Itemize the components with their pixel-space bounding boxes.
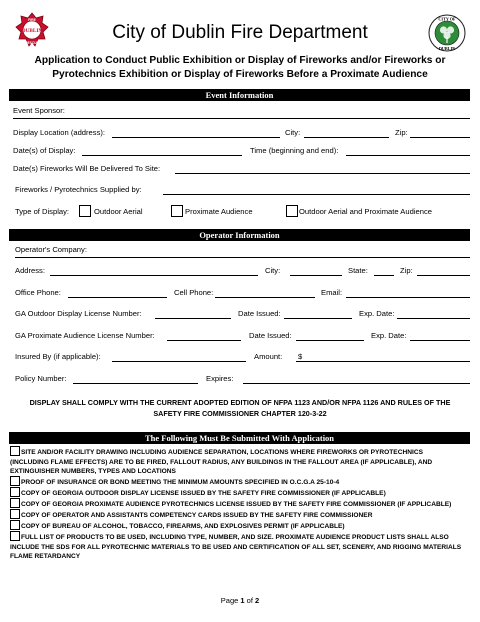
page-total: 2 <box>255 596 260 605</box>
fire-logo-main-text: DUBLIN <box>21 28 43 34</box>
outdoor-exp-date-field[interactable] <box>397 318 470 319</box>
aerial-and-proximate-option-label: Outdoor Aerial and Proximate Audience <box>299 207 432 216</box>
delivery-dates-label: Date(s) Fireworks Will Be Delivered To Site: <box>13 164 161 173</box>
requirement-item <box>10 531 462 562</box>
insured-by-label: Insured By (if applicable): <box>15 352 101 361</box>
fire-logo-bottom-text: RESCUE <box>25 41 39 45</box>
requirement-item <box>10 498 462 510</box>
operator-city-field[interactable] <box>290 275 342 276</box>
supplied-by-field[interactable] <box>163 194 470 195</box>
requirement-item <box>10 509 462 521</box>
requirement-text: COPY OF OPERATOR AND ASSISTANTS COMPETENCY CARDS ISSUED BY THE SAFETY FIRE COMMISSIONER <box>21 512 373 519</box>
requirement-item <box>10 446 462 477</box>
outdoor-date-issued-field[interactable] <box>284 318 352 319</box>
requirement-checkbox[interactable] <box>10 476 20 486</box>
ga-outdoor-license-field[interactable] <box>155 318 231 319</box>
requirement-checkbox[interactable] <box>10 531 20 541</box>
cell-phone-label: Cell Phone: <box>174 288 214 297</box>
page-number: 1 <box>240 596 245 605</box>
email-label: Email: <box>321 288 343 297</box>
requirement-checkbox[interactable] <box>10 520 20 530</box>
requirement-text: SITE AND/OR FACILITY DRAWING INCLUDING AUDIENCE SEPARATION, LOCATIONS WHERE FIREWORKS OR PYROTECHNICS (INCLUDING FLAME EFFECTS) ARE TO BE FIRED, FALLOUT RADIUS, ANY BUILDINGS IN THE FALLOUT AREA (IF APPLICABLE), AND EXTINGUISHER NUMBERS, TYPES AND LOCATIONS <box>10 449 433 475</box>
requirement-text: COPY OF GEORGIA OUTDOOR DISPLAY LICENSE ISSUED BY THE SAFETY FIRE COMMISSIONER (IF APPLICABLE) <box>21 490 386 497</box>
requirement-item <box>10 487 462 499</box>
operator-company-label: Operator's Company: <box>15 245 87 254</box>
event-zip-label: Zip: <box>395 128 408 137</box>
event-sponsor-field[interactable] <box>13 118 470 119</box>
policy-number-label: Policy Number: <box>15 374 67 383</box>
page-label: Page <box>220 596 239 605</box>
operator-city-label: City: <box>265 266 281 275</box>
amount-label: Amount: <box>254 352 283 361</box>
event-zip-field[interactable] <box>410 137 470 138</box>
requirement-text: FULL LIST OF PRODUCTS TO BE USED, INCLUDING TYPE, NUMBER, AND SIZE. PROXIMATE AUDIENCE PRODUCT LISTS SHALL ALSO INCLUDE THE SDS FOR ALL PYROTECHNIC MATERIALS TO BE USED AND CERTIFICATION OF ALL SET, SCENERY, AND RIGGING MATERIALS FLAME RETARDANCY <box>10 534 462 560</box>
seal-bottom-text: DUBLIN <box>438 46 456 51</box>
page-title: City of Dublin Fire Department <box>112 22 368 43</box>
type-of-display-label: Type of Display: <box>15 207 70 216</box>
requirement-item <box>10 476 462 488</box>
page-footer <box>0 596 480 605</box>
outdoor-exp-date-label: Exp. Date: <box>359 309 395 318</box>
requirement-text: COPY OF GEORGIA PROXIMATE AUDIENCE PYROTECHNICS LICENSE ISSUED BY THE SAFETY FIRE COMMISSIONER (IF APPLICABLE) <box>21 501 452 508</box>
requirement-text: PROOF OF INSURANCE OR BOND MEETING THE MINIMUM AMOUNTS SPECIFIED IN O.C.G.A 25-10-4 <box>21 479 340 486</box>
requirement-checkbox[interactable] <box>10 509 20 519</box>
outdoor-date-issued-label: Date Issued: <box>238 309 281 318</box>
event-sponsor-label: Event Sponsor: <box>13 106 65 115</box>
delivery-dates-field[interactable] <box>175 173 470 174</box>
requirement-item <box>10 520 462 532</box>
operator-address-label: Address: <box>15 266 45 275</box>
supplied-by-label: Fireworks / Pyrotechnics Supplied by: <box>15 185 142 194</box>
dates-of-display-field[interactable] <box>82 155 242 156</box>
time-field[interactable] <box>346 155 470 156</box>
display-location-field[interactable] <box>112 137 280 138</box>
fire-logo-top-text: FIRE <box>28 18 36 22</box>
ga-proximate-license-label: GA Proximate Audience License Number: <box>15 331 155 340</box>
proximate-exp-date-label: Exp. Date: <box>371 331 407 340</box>
outdoor-aerial-checkbox[interactable] <box>79 205 91 217</box>
page-of-label: of <box>246 596 253 605</box>
requirement-checkbox[interactable] <box>10 487 20 497</box>
amount-field[interactable] <box>296 361 470 362</box>
event-city-label: City: <box>285 128 301 137</box>
ga-outdoor-license-label: GA Outdoor Display License Number: <box>15 309 142 318</box>
page-subtitle <box>8 54 472 82</box>
policy-number-field[interactable] <box>73 383 198 384</box>
operator-section-heading: Operator Information <box>9 229 470 241</box>
proximate-date-issued-field[interactable] <box>296 340 364 341</box>
display-location-label: Display Location (address): <box>13 128 106 137</box>
proximate-exp-date-field[interactable] <box>410 340 470 341</box>
proximate-date-issued-label: Date Issued: <box>249 331 292 340</box>
amount-currency-symbol: $ <box>298 352 303 361</box>
operator-zip-label: Zip: <box>400 266 413 275</box>
proximate-audience-option-label: Proximate Audience <box>185 207 253 216</box>
time-label: Time (beginning and end): <box>250 146 339 155</box>
dates-of-display-label: Date(s) of Display: <box>13 146 76 155</box>
cell-phone-field[interactable] <box>215 297 315 298</box>
office-phone-field[interactable] <box>68 297 167 298</box>
outdoor-aerial-option-label: Outdoor Aerial <box>94 207 143 216</box>
compliance-notice-line-1: DISPLAY SHALL COMPLY WITH THE CURRENT ADOPTED EDITION OF NFPA 1123 AND/OR NFPA 1126 AND RULES OF THE <box>29 398 451 407</box>
office-phone-label: Office Phone: <box>15 288 61 297</box>
operator-address-field[interactable] <box>50 275 258 276</box>
compliance-notice <box>10 397 470 419</box>
subtitle-line-1: Application to Conduct Public Exhibition or Display of Fireworks and/or Fireworks or <box>34 55 446 66</box>
subtitle-line-2: Pyrotechnics Exhibition or Display of Fireworks Before a Proximate Audience <box>52 69 428 80</box>
ga-proximate-license-field[interactable] <box>167 340 241 341</box>
requirement-checkbox[interactable] <box>10 446 20 456</box>
operator-state-label: State: <box>348 266 368 275</box>
compliance-notice-line-2: SAFETY FIRE COMMISSIONER CHAPTER 120-3-22 <box>153 409 327 418</box>
operator-state-field[interactable] <box>374 275 394 276</box>
seal-top-text: CITY OF <box>438 16 456 22</box>
operator-zip-field[interactable] <box>417 275 470 276</box>
aerial-and-proximate-checkbox[interactable] <box>286 205 298 217</box>
requirements-heading: The Following Must Be Submitted With Application <box>9 432 470 444</box>
operator-company-field[interactable] <box>15 257 470 258</box>
expires-field[interactable] <box>243 383 470 384</box>
event-section-heading: Event Information <box>9 89 470 101</box>
requirement-checkbox[interactable] <box>10 498 20 508</box>
insured-by-field[interactable] <box>112 361 246 362</box>
expires-label: Expires: <box>206 374 234 383</box>
event-city-field[interactable] <box>304 137 389 138</box>
email-field[interactable] <box>346 297 470 298</box>
requirement-text: COPY OF BUREAU OF ALCOHOL, TOBACCO, FIREARMS, AND EXPLOSIVES PERMIT (IF APPLICABLE) <box>21 523 345 530</box>
proximate-audience-checkbox[interactable] <box>171 205 183 217</box>
